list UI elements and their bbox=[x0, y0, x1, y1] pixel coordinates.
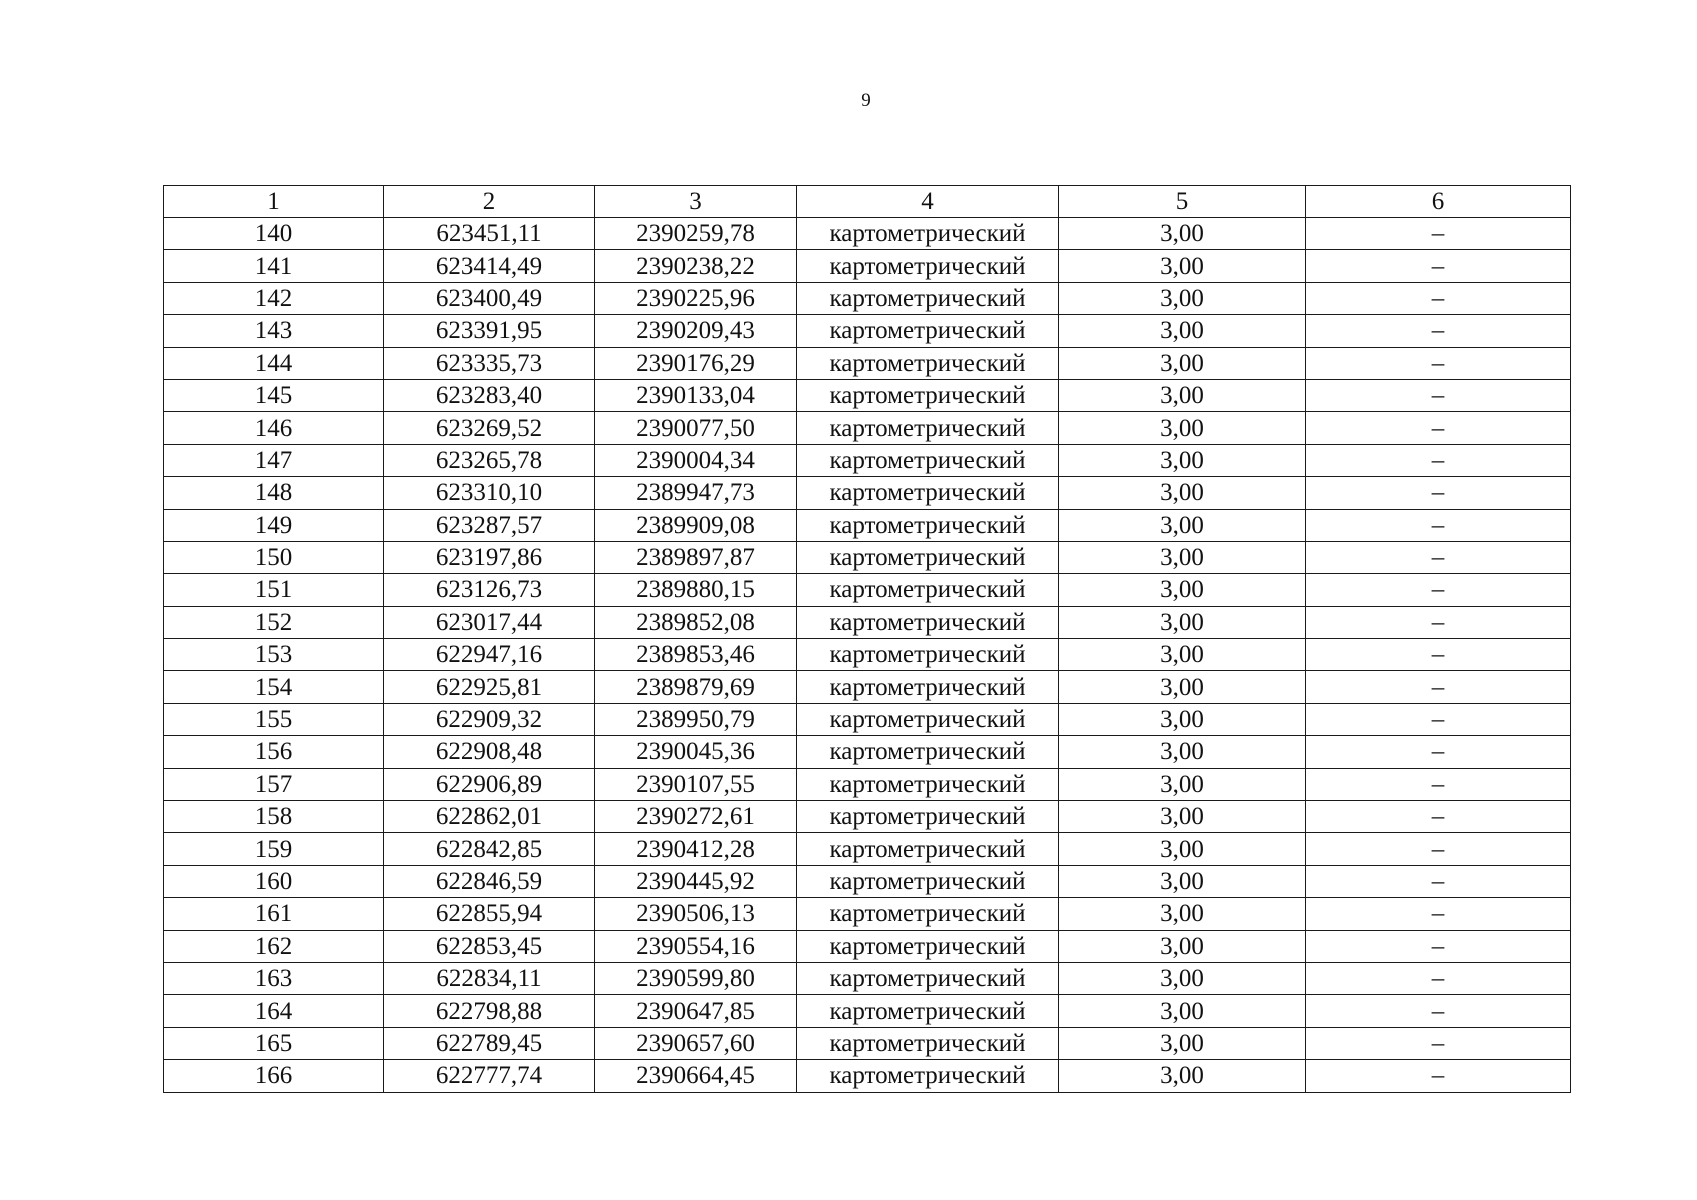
note-cell: – bbox=[1306, 671, 1571, 703]
table-row bbox=[164, 477, 1571, 509]
y-coordinate-cell: 2390664,45 bbox=[595, 1060, 797, 1092]
point-number-cell: 150 bbox=[164, 541, 384, 573]
x-coordinate-cell: 623265,78 bbox=[384, 444, 595, 476]
note-cell: – bbox=[1306, 606, 1571, 638]
method-cell: картометрический bbox=[797, 509, 1059, 541]
method-cell: картометрический bbox=[797, 898, 1059, 930]
method-cell: картометрический bbox=[797, 962, 1059, 994]
x-coordinate-cell: 622908,48 bbox=[384, 736, 595, 768]
method-cell: картометрический bbox=[797, 444, 1059, 476]
note-cell: – bbox=[1306, 801, 1571, 833]
x-coordinate-cell: 623269,52 bbox=[384, 412, 595, 444]
method-cell: картометрический bbox=[797, 671, 1059, 703]
y-coordinate-cell: 2390238,22 bbox=[595, 250, 797, 282]
page-number: 9 bbox=[861, 90, 871, 111]
method-cell: картометрический bbox=[797, 250, 1059, 282]
point-number-cell: 142 bbox=[164, 282, 384, 314]
y-coordinate-cell: 2389880,15 bbox=[595, 574, 797, 606]
note-cell: – bbox=[1306, 509, 1571, 541]
accuracy-cell: 3,00 bbox=[1059, 412, 1306, 444]
table-row bbox=[164, 995, 1571, 1027]
x-coordinate-cell: 622842,85 bbox=[384, 833, 595, 865]
y-coordinate-cell: 2390004,34 bbox=[595, 444, 797, 476]
point-number-cell: 160 bbox=[164, 865, 384, 897]
method-cell: картометрический bbox=[797, 1060, 1059, 1092]
x-coordinate-cell: 622777,74 bbox=[384, 1060, 595, 1092]
y-coordinate-cell: 2390412,28 bbox=[595, 833, 797, 865]
note-cell: – bbox=[1306, 865, 1571, 897]
table-row bbox=[164, 1060, 1571, 1092]
y-coordinate-cell: 2390045,36 bbox=[595, 736, 797, 768]
table-row bbox=[164, 736, 1571, 768]
x-coordinate-cell: 622862,01 bbox=[384, 801, 595, 833]
table-row bbox=[164, 801, 1571, 833]
method-cell: картометрический bbox=[797, 639, 1059, 671]
method-cell: картометрический bbox=[797, 315, 1059, 347]
x-coordinate-cell: 623391,95 bbox=[384, 315, 595, 347]
note-cell: – bbox=[1306, 898, 1571, 930]
note-cell: – bbox=[1306, 1060, 1571, 1092]
y-coordinate-cell: 2390506,13 bbox=[595, 898, 797, 930]
point-number-cell: 140 bbox=[164, 218, 384, 250]
table-row bbox=[164, 541, 1571, 573]
method-cell: картометрический bbox=[797, 574, 1059, 606]
point-number-cell: 165 bbox=[164, 1027, 384, 1059]
x-coordinate-cell: 622909,32 bbox=[384, 703, 595, 735]
x-coordinate-cell: 622846,59 bbox=[384, 865, 595, 897]
table-row bbox=[164, 930, 1571, 962]
x-coordinate-cell: 622855,94 bbox=[384, 898, 595, 930]
point-number-cell: 153 bbox=[164, 639, 384, 671]
x-coordinate-cell: 622834,11 bbox=[384, 962, 595, 994]
accuracy-cell: 3,00 bbox=[1059, 962, 1306, 994]
table-header-row bbox=[164, 186, 1571, 218]
table-row bbox=[164, 509, 1571, 541]
point-number-cell: 163 bbox=[164, 962, 384, 994]
accuracy-cell: 3,00 bbox=[1059, 898, 1306, 930]
coordinates-table bbox=[163, 185, 1571, 1093]
note-cell: – bbox=[1306, 703, 1571, 735]
method-cell: картометрический bbox=[797, 703, 1059, 735]
y-coordinate-cell: 2389897,87 bbox=[595, 541, 797, 573]
x-coordinate-cell: 623400,49 bbox=[384, 282, 595, 314]
method-cell: картометрический bbox=[797, 801, 1059, 833]
point-number-cell: 141 bbox=[164, 250, 384, 282]
accuracy-cell: 3,00 bbox=[1059, 703, 1306, 735]
note-cell: – bbox=[1306, 541, 1571, 573]
point-number-cell: 151 bbox=[164, 574, 384, 606]
method-cell: картометрический bbox=[797, 347, 1059, 379]
y-coordinate-cell: 2390107,55 bbox=[595, 768, 797, 800]
point-number-cell: 162 bbox=[164, 930, 384, 962]
x-coordinate-cell: 623451,11 bbox=[384, 218, 595, 250]
y-coordinate-cell: 2389909,08 bbox=[595, 509, 797, 541]
accuracy-cell: 3,00 bbox=[1059, 347, 1306, 379]
point-number-cell: 152 bbox=[164, 606, 384, 638]
accuracy-cell: 3,00 bbox=[1059, 444, 1306, 476]
method-cell: картометрический bbox=[797, 282, 1059, 314]
table-row bbox=[164, 379, 1571, 411]
accuracy-cell: 3,00 bbox=[1059, 509, 1306, 541]
note-cell: – bbox=[1306, 444, 1571, 476]
accuracy-cell: 3,00 bbox=[1059, 768, 1306, 800]
method-cell: картометрический bbox=[797, 833, 1059, 865]
table-row bbox=[164, 671, 1571, 703]
y-coordinate-cell: 2390599,80 bbox=[595, 962, 797, 994]
table-row bbox=[164, 639, 1571, 671]
accuracy-cell: 3,00 bbox=[1059, 477, 1306, 509]
point-number-cell: 156 bbox=[164, 736, 384, 768]
note-cell: – bbox=[1306, 477, 1571, 509]
y-coordinate-cell: 2390077,50 bbox=[595, 412, 797, 444]
point-number-cell: 159 bbox=[164, 833, 384, 865]
note-cell: – bbox=[1306, 1027, 1571, 1059]
y-coordinate-cell: 2390657,60 bbox=[595, 1027, 797, 1059]
point-number-cell: 148 bbox=[164, 477, 384, 509]
note-cell: – bbox=[1306, 282, 1571, 314]
y-coordinate-cell: 2389853,46 bbox=[595, 639, 797, 671]
table-row bbox=[164, 833, 1571, 865]
accuracy-cell: 3,00 bbox=[1059, 639, 1306, 671]
point-number-cell: 155 bbox=[164, 703, 384, 735]
point-number-cell: 145 bbox=[164, 379, 384, 411]
note-cell: – bbox=[1306, 995, 1571, 1027]
note-cell: – bbox=[1306, 736, 1571, 768]
note-cell: – bbox=[1306, 833, 1571, 865]
table-row bbox=[164, 703, 1571, 735]
note-cell: – bbox=[1306, 930, 1571, 962]
note-cell: – bbox=[1306, 250, 1571, 282]
accuracy-cell: 3,00 bbox=[1059, 865, 1306, 897]
accuracy-cell: 3,00 bbox=[1059, 574, 1306, 606]
accuracy-cell: 3,00 bbox=[1059, 218, 1306, 250]
y-coordinate-cell: 2390647,85 bbox=[595, 995, 797, 1027]
table-row bbox=[164, 412, 1571, 444]
header-cell: 4 bbox=[797, 186, 1059, 218]
note-cell: – bbox=[1306, 412, 1571, 444]
accuracy-cell: 3,00 bbox=[1059, 379, 1306, 411]
table-row bbox=[164, 250, 1571, 282]
accuracy-cell: 3,00 bbox=[1059, 736, 1306, 768]
point-number-cell: 143 bbox=[164, 315, 384, 347]
note-cell: – bbox=[1306, 218, 1571, 250]
note-cell: – bbox=[1306, 639, 1571, 671]
method-cell: картометрический bbox=[797, 736, 1059, 768]
header-cell: 5 bbox=[1059, 186, 1306, 218]
y-coordinate-cell: 2390176,29 bbox=[595, 347, 797, 379]
x-coordinate-cell: 623017,44 bbox=[384, 606, 595, 638]
x-coordinate-cell: 623414,49 bbox=[384, 250, 595, 282]
note-cell: – bbox=[1306, 574, 1571, 606]
x-coordinate-cell: 622925,81 bbox=[384, 671, 595, 703]
table-row bbox=[164, 574, 1571, 606]
accuracy-cell: 3,00 bbox=[1059, 801, 1306, 833]
accuracy-cell: 3,00 bbox=[1059, 282, 1306, 314]
method-cell: картометрический bbox=[797, 995, 1059, 1027]
method-cell: картометрический bbox=[797, 541, 1059, 573]
y-coordinate-cell: 2389852,08 bbox=[595, 606, 797, 638]
point-number-cell: 158 bbox=[164, 801, 384, 833]
point-number-cell: 164 bbox=[164, 995, 384, 1027]
method-cell: картометрический bbox=[797, 1027, 1059, 1059]
method-cell: картометрический bbox=[797, 930, 1059, 962]
y-coordinate-cell: 2390133,04 bbox=[595, 379, 797, 411]
y-coordinate-cell: 2390209,43 bbox=[595, 315, 797, 347]
method-cell: картометрический bbox=[797, 412, 1059, 444]
x-coordinate-cell: 622853,45 bbox=[384, 930, 595, 962]
x-coordinate-cell: 623335,73 bbox=[384, 347, 595, 379]
method-cell: картометрический bbox=[797, 865, 1059, 897]
y-coordinate-cell: 2390445,92 bbox=[595, 865, 797, 897]
table-row bbox=[164, 606, 1571, 638]
x-coordinate-cell: 622798,88 bbox=[384, 995, 595, 1027]
method-cell: картометрический bbox=[797, 218, 1059, 250]
point-number-cell: 144 bbox=[164, 347, 384, 379]
header-cell: 3 bbox=[595, 186, 797, 218]
accuracy-cell: 3,00 bbox=[1059, 250, 1306, 282]
table-row bbox=[164, 282, 1571, 314]
accuracy-cell: 3,00 bbox=[1059, 315, 1306, 347]
table-row bbox=[164, 315, 1571, 347]
y-coordinate-cell: 2390272,61 bbox=[595, 801, 797, 833]
x-coordinate-cell: 623197,86 bbox=[384, 541, 595, 573]
table-row bbox=[164, 898, 1571, 930]
y-coordinate-cell: 2389947,73 bbox=[595, 477, 797, 509]
point-number-cell: 154 bbox=[164, 671, 384, 703]
header-cell: 6 bbox=[1306, 186, 1571, 218]
table-row bbox=[164, 768, 1571, 800]
accuracy-cell: 3,00 bbox=[1059, 541, 1306, 573]
y-coordinate-cell: 2390225,96 bbox=[595, 282, 797, 314]
point-number-cell: 149 bbox=[164, 509, 384, 541]
note-cell: – bbox=[1306, 315, 1571, 347]
table-row bbox=[164, 218, 1571, 250]
x-coordinate-cell: 622789,45 bbox=[384, 1027, 595, 1059]
header-cell: 2 bbox=[384, 186, 595, 218]
accuracy-cell: 3,00 bbox=[1059, 930, 1306, 962]
table-row bbox=[164, 1027, 1571, 1059]
table-row bbox=[164, 444, 1571, 476]
coordinates-table-body bbox=[164, 186, 1571, 1093]
accuracy-cell: 3,00 bbox=[1059, 671, 1306, 703]
point-number-cell: 161 bbox=[164, 898, 384, 930]
note-cell: – bbox=[1306, 768, 1571, 800]
accuracy-cell: 3,00 bbox=[1059, 1027, 1306, 1059]
method-cell: картометрический bbox=[797, 379, 1059, 411]
method-cell: картометрический bbox=[797, 606, 1059, 638]
x-coordinate-cell: 623126,73 bbox=[384, 574, 595, 606]
header-cell: 1 bbox=[164, 186, 384, 218]
accuracy-cell: 3,00 bbox=[1059, 995, 1306, 1027]
x-coordinate-cell: 622906,89 bbox=[384, 768, 595, 800]
x-coordinate-cell: 622947,16 bbox=[384, 639, 595, 671]
y-coordinate-cell: 2390554,16 bbox=[595, 930, 797, 962]
y-coordinate-cell: 2389950,79 bbox=[595, 703, 797, 735]
accuracy-cell: 3,00 bbox=[1059, 833, 1306, 865]
point-number-cell: 166 bbox=[164, 1060, 384, 1092]
note-cell: – bbox=[1306, 379, 1571, 411]
accuracy-cell: 3,00 bbox=[1059, 606, 1306, 638]
table-row bbox=[164, 962, 1571, 994]
note-cell: – bbox=[1306, 347, 1571, 379]
method-cell: картометрический bbox=[797, 768, 1059, 800]
x-coordinate-cell: 623283,40 bbox=[384, 379, 595, 411]
y-coordinate-cell: 2389879,69 bbox=[595, 671, 797, 703]
y-coordinate-cell: 2390259,78 bbox=[595, 218, 797, 250]
note-cell: – bbox=[1306, 962, 1571, 994]
point-number-cell: 146 bbox=[164, 412, 384, 444]
point-number-cell: 157 bbox=[164, 768, 384, 800]
x-coordinate-cell: 623287,57 bbox=[384, 509, 595, 541]
table-row bbox=[164, 865, 1571, 897]
point-number-cell: 147 bbox=[164, 444, 384, 476]
table-row bbox=[164, 347, 1571, 379]
accuracy-cell: 3,00 bbox=[1059, 1060, 1306, 1092]
method-cell: картометрический bbox=[797, 477, 1059, 509]
x-coordinate-cell: 623310,10 bbox=[384, 477, 595, 509]
